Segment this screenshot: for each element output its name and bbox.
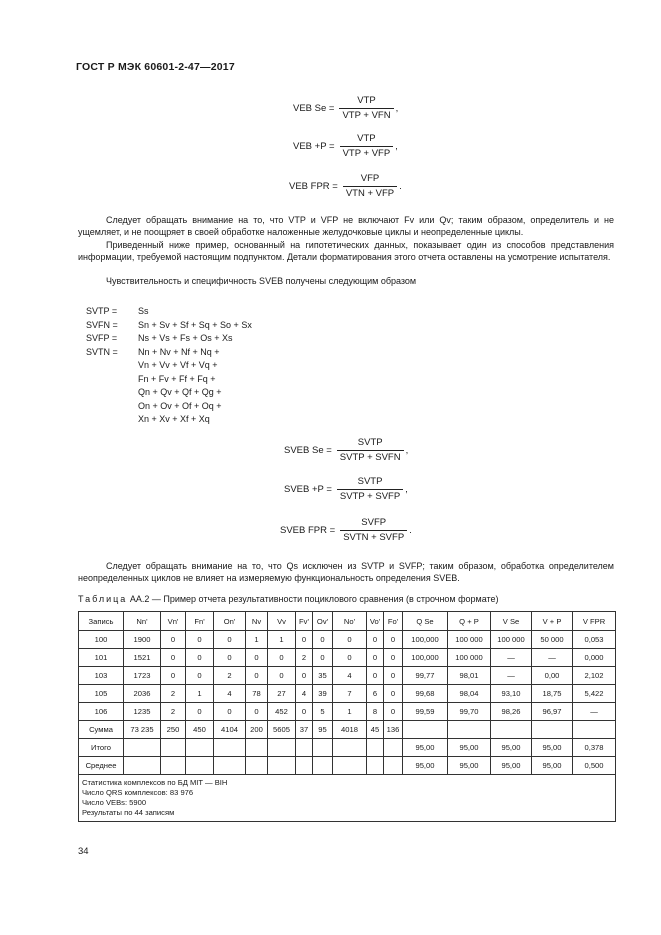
table-caption-number: АА.2: [129, 594, 150, 604]
table-cell: [313, 739, 333, 757]
definition-row: [86, 305, 252, 319]
table-cell: [186, 757, 214, 775]
table-row: [79, 631, 616, 649]
table-cell: 0: [246, 703, 268, 721]
definition-key: SVFN =: [86, 319, 118, 330]
column-header: V FPR: [573, 612, 616, 631]
table-cell: 0,00: [532, 667, 573, 685]
table-cell: 1900: [124, 631, 161, 649]
formula-lhs: VEB +P =: [293, 141, 335, 152]
table-cell: [246, 739, 268, 757]
table-cell: 0: [296, 631, 313, 649]
table-cell: 0,378: [573, 739, 616, 757]
table-cell: [268, 757, 296, 775]
table-cell: [333, 757, 367, 775]
table-cell: 95: [313, 721, 333, 739]
definition-value: Sn + Sv + Sf + Sq + So + Sx: [138, 319, 252, 330]
table-caption-label: Таблица: [78, 594, 128, 604]
table-cell: [214, 757, 246, 775]
formula-lhs: VEB Se =: [293, 103, 335, 114]
table-cell: 0: [367, 667, 384, 685]
table-cell: 4: [296, 685, 313, 703]
table-cell: 1521: [124, 649, 161, 667]
definition-row: [86, 413, 252, 427]
document-header: ГОСТ Р МЭК 60601-2-47—2017: [76, 61, 235, 73]
definition-row: [86, 319, 252, 333]
formula-denominator: SVTP + SVFP: [337, 489, 403, 503]
table-cell: —: [532, 649, 573, 667]
table-cell: —: [491, 667, 532, 685]
table-cell: 100,000: [403, 631, 448, 649]
table-cell: [333, 739, 367, 757]
formula-lhs: VEB FPR =: [289, 181, 338, 192]
formula-punct: ,: [395, 141, 398, 152]
column-header: Nv: [246, 612, 268, 631]
formula-sveb-p: [284, 476, 408, 503]
table-notes-row: [79, 775, 616, 822]
definition-key: [86, 413, 138, 427]
formula-sveb-se: [284, 437, 408, 464]
table-cell: 2: [296, 649, 313, 667]
table-cell: Среднее: [79, 757, 124, 775]
column-header: Q Se: [403, 612, 448, 631]
table-cell: [448, 721, 491, 739]
paragraph-example-intro: Приведенный ниже пример, основанный на гипотетических данных, показывает один из способов представления информации, требуемой настоящим подпунктом. Детали форматирования этого отчета оставлены на усмотрение испытателя.: [78, 240, 614, 263]
definition-key: [86, 400, 138, 414]
table-cell: [403, 721, 448, 739]
table-cell: 98,04: [448, 685, 491, 703]
table-cell: 0: [214, 649, 246, 667]
table-cell: 35: [313, 667, 333, 685]
table-cell: 2: [161, 703, 186, 721]
table-cell: [367, 739, 384, 757]
table-cell: 106: [79, 703, 124, 721]
table-cell: 250: [161, 721, 186, 739]
formula-denominator: SVTN + SVFP: [340, 530, 407, 544]
table-cell: 100 000: [491, 631, 532, 649]
table-cell: 100 000: [448, 631, 491, 649]
table-cell: 5: [313, 703, 333, 721]
table-cell: 100 000: [448, 649, 491, 667]
definition-value: Xn + Xv + Xf + Xq: [138, 414, 210, 424]
table-cell: 0: [161, 667, 186, 685]
table-cell: Сумма: [79, 721, 124, 739]
formula-punct: ,: [395, 103, 399, 114]
table-cell: 18,75: [532, 685, 573, 703]
sveb-definitions: [86, 305, 252, 427]
table-row: [79, 757, 616, 775]
table-cell: 0: [268, 667, 296, 685]
definition-key: [86, 359, 138, 373]
formula-numerator: SVTP: [357, 476, 383, 487]
table-cell: 4018: [333, 721, 367, 739]
table-cell: 0: [296, 703, 313, 721]
table-note-line: Число QRS комплексов: 83 976: [82, 788, 194, 797]
table-cell: 0: [333, 649, 367, 667]
table-cell: 99,77: [403, 667, 448, 685]
table-cell: 0: [313, 631, 333, 649]
column-header: Ov': [313, 612, 333, 631]
column-header: V Se: [491, 612, 532, 631]
formula-lhs: SVEB FPR =: [280, 525, 336, 536]
results-table: [78, 611, 616, 822]
table-cell: 1: [186, 685, 214, 703]
formula-punct: .: [409, 525, 412, 536]
table-cell: 136: [384, 721, 403, 739]
table-cell: 2,102: [573, 667, 616, 685]
table-cell: [296, 757, 313, 775]
table-cell: 0: [186, 649, 214, 667]
table-cell: 95,00: [448, 757, 491, 775]
column-header: Vn': [161, 612, 186, 631]
column-header: Fv': [296, 612, 313, 631]
table-cell: 0: [384, 685, 403, 703]
table-cell: 450: [186, 721, 214, 739]
definition-row: [86, 359, 252, 373]
table-cell: 101: [79, 649, 124, 667]
table-note-line: Число VEBs: 5900: [82, 798, 147, 807]
table-note-line: Результаты по 44 записям: [82, 808, 175, 817]
definition-key: SVTN =: [86, 346, 118, 357]
table-cell: 0,000: [573, 649, 616, 667]
table-cell: [268, 739, 296, 757]
paragraph-qs-note: Следует обращать внимание на то, что Qs исключен из SVTP и SVFP; таким образом, обработка определителем неопределенных циклов не влияет на измеряемую функциональность определения SVEB.: [78, 561, 614, 584]
table-row: [79, 667, 616, 685]
table-cell: 96,97: [532, 703, 573, 721]
formula-denominator: VTP + VFN: [339, 108, 393, 122]
table-cell: 0: [313, 649, 333, 667]
table-cell: 0: [186, 667, 214, 685]
table-cell: 0: [246, 667, 268, 685]
table-cell: [161, 739, 186, 757]
definition-key: [86, 386, 138, 400]
column-header: On': [214, 612, 246, 631]
table-cell: 103: [79, 667, 124, 685]
table-cell: 95,00: [448, 739, 491, 757]
table-cell: 99,59: [403, 703, 448, 721]
table-cell: 37: [296, 721, 313, 739]
formula-punct: ,: [405, 484, 408, 495]
table-cell: 95,00: [403, 739, 448, 757]
formula-lhs: SVEB Se =: [284, 445, 332, 456]
column-header: Fo': [384, 612, 403, 631]
table-cell: [367, 757, 384, 775]
table-cell: 27: [268, 685, 296, 703]
formula-numerator: SVTP: [357, 437, 383, 448]
table-cell: [573, 721, 616, 739]
formula-lhs: SVEB +P =: [284, 484, 332, 495]
table-cell: 99,68: [403, 685, 448, 703]
table-cell: 98,01: [448, 667, 491, 685]
column-header: Q + P: [448, 612, 491, 631]
table-cell: 6: [367, 685, 384, 703]
definition-value: Vn + Vv + Vf + Vq +: [138, 360, 218, 370]
formula-punct: ,: [405, 445, 409, 456]
table-cell: 73 235: [124, 721, 161, 739]
table-cell: 0: [367, 631, 384, 649]
table-cell: [214, 739, 246, 757]
table-cell: 0,500: [573, 757, 616, 775]
table-cell: [384, 739, 403, 757]
table-cell: 0: [246, 649, 268, 667]
table-cell: 95,00: [491, 757, 532, 775]
table-cell: 0: [268, 649, 296, 667]
table-cell: 95,00: [532, 757, 573, 775]
table-cell: [491, 721, 532, 739]
table-cell: 0: [384, 649, 403, 667]
column-header: Nn': [124, 612, 161, 631]
table-cell: 0: [384, 667, 403, 685]
formula-numerator: VTP: [357, 133, 376, 144]
table-cell: [124, 757, 161, 775]
table-cell: 0: [384, 631, 403, 649]
table-cell: 1: [333, 703, 367, 721]
table-cell: [384, 757, 403, 775]
table-cell: 95,00: [403, 757, 448, 775]
formula-veb-p: [293, 133, 398, 160]
table-cell: 2036: [124, 685, 161, 703]
table-cell: 98,26: [491, 703, 532, 721]
table-cell: 4: [333, 667, 367, 685]
table-cell: 95,00: [491, 739, 532, 757]
table-cell: Итого: [79, 739, 124, 757]
table-caption-dash: —: [151, 594, 161, 604]
table-cell: [161, 757, 186, 775]
table-header-row: [79, 612, 616, 631]
table-cell: 0: [186, 631, 214, 649]
formula-numerator: VTP: [357, 95, 376, 106]
table-cell: 8: [367, 703, 384, 721]
table-cell: 5,422: [573, 685, 616, 703]
formula-numerator: VFP: [360, 173, 380, 184]
table-notes: [79, 775, 616, 822]
table-caption: [78, 594, 499, 604]
formula-denominator: SVTP + SVFN: [337, 450, 404, 464]
table-cell: [532, 721, 573, 739]
table-cell: 100,000: [403, 649, 448, 667]
table-cell: 4: [214, 685, 246, 703]
definition-value: Ns + Vs + Fs + Os + Xs: [138, 333, 233, 343]
definition-value: Ss: [138, 306, 149, 316]
table-cell: 1: [268, 631, 296, 649]
column-header: Fn': [186, 612, 214, 631]
table-cell: 0,053: [573, 631, 616, 649]
column-header: Vo': [367, 612, 384, 631]
table-cell: 0: [161, 631, 186, 649]
table-cell: 39: [313, 685, 333, 703]
table-cell: 78: [246, 685, 268, 703]
table-cell: 95,00: [532, 739, 573, 757]
formula-numerator: SVFP: [361, 517, 387, 528]
column-header: V + P: [532, 612, 573, 631]
table-cell: 7: [333, 685, 367, 703]
column-header: Vv: [268, 612, 296, 631]
formula-denominator: VTP + VFP: [340, 146, 394, 160]
table-cell: [186, 739, 214, 757]
table-cell: 0: [296, 667, 313, 685]
table-cell: 105: [79, 685, 124, 703]
formula-punct: .: [399, 181, 402, 192]
table-cell: [313, 757, 333, 775]
table-cell: [246, 757, 268, 775]
definition-key: [86, 373, 138, 387]
paragraph-sveb-intro: Чувствительность и специфичность SVEB получены следующим образом: [106, 276, 417, 286]
table-cell: 200: [246, 721, 268, 739]
table-cell: 0: [214, 703, 246, 721]
table-caption-title: Пример отчета результативности поциклового сравнения (в строчном формате): [163, 594, 499, 604]
table-cell: 0: [333, 631, 367, 649]
table-cell: —: [573, 703, 616, 721]
definition-row: [86, 346, 252, 360]
table-row: [79, 685, 616, 703]
table-cell: 452: [268, 703, 296, 721]
table-cell: 1235: [124, 703, 161, 721]
definition-value: Nn + Nv + Nf + Nq +: [138, 346, 220, 357]
definition-value: Qn + Qv + Qf + Qg +: [138, 387, 222, 397]
table-cell: [296, 739, 313, 757]
definition-row: [86, 400, 252, 414]
table-cell: 2: [214, 667, 246, 685]
formula-sveb-fpr: [280, 517, 412, 544]
table-note-line: Статистика комплексов по БД MIT — BIH: [82, 778, 228, 787]
column-header: No': [333, 612, 367, 631]
table-row: [79, 739, 616, 757]
definition-key: SVTP =: [86, 306, 118, 316]
table-cell: 93,10: [491, 685, 532, 703]
definition-row: [86, 332, 252, 346]
table-cell: 1723: [124, 667, 161, 685]
formula-veb-se: [293, 95, 398, 122]
table-cell: 0: [367, 649, 384, 667]
formula-denominator: VTN + VFP: [343, 186, 397, 200]
definition-row: [86, 373, 252, 387]
table-cell: 0: [161, 649, 186, 667]
table-cell: 5605: [268, 721, 296, 739]
column-header: Запись: [79, 612, 124, 631]
definition-row: [86, 386, 252, 400]
table-cell: 1: [246, 631, 268, 649]
table-cell: —: [491, 649, 532, 667]
table-cell: 99,70: [448, 703, 491, 721]
table-row: [79, 721, 616, 739]
table-cell: 0: [384, 703, 403, 721]
table-cell: 100: [79, 631, 124, 649]
table-cell: [124, 739, 161, 757]
table-cell: 0: [186, 703, 214, 721]
table-row: [79, 649, 616, 667]
table-cell: 4104: [214, 721, 246, 739]
table-cell: 0: [214, 631, 246, 649]
definition-key: SVFP =: [86, 333, 118, 343]
table-cell: 50 000: [532, 631, 573, 649]
formula-veb-fpr: [289, 173, 402, 200]
page-number: 34: [78, 846, 89, 857]
table-cell: 45: [367, 721, 384, 739]
definition-value: On + Ov + Of + Oq +: [138, 400, 222, 411]
table-cell: 2: [161, 685, 186, 703]
paragraph-veb-note: Следует обращать внимание на то, что VTP и VFP не включают Fv или Qv; таким образом, определитель и не ущемляет, и не поощряет в своей обработке наложенные желудочковые циклы и неопределенные циклы.: [78, 215, 614, 238]
table-row: [79, 703, 616, 721]
definition-value: Fn + Fv + Ff + Fq +: [138, 373, 216, 384]
